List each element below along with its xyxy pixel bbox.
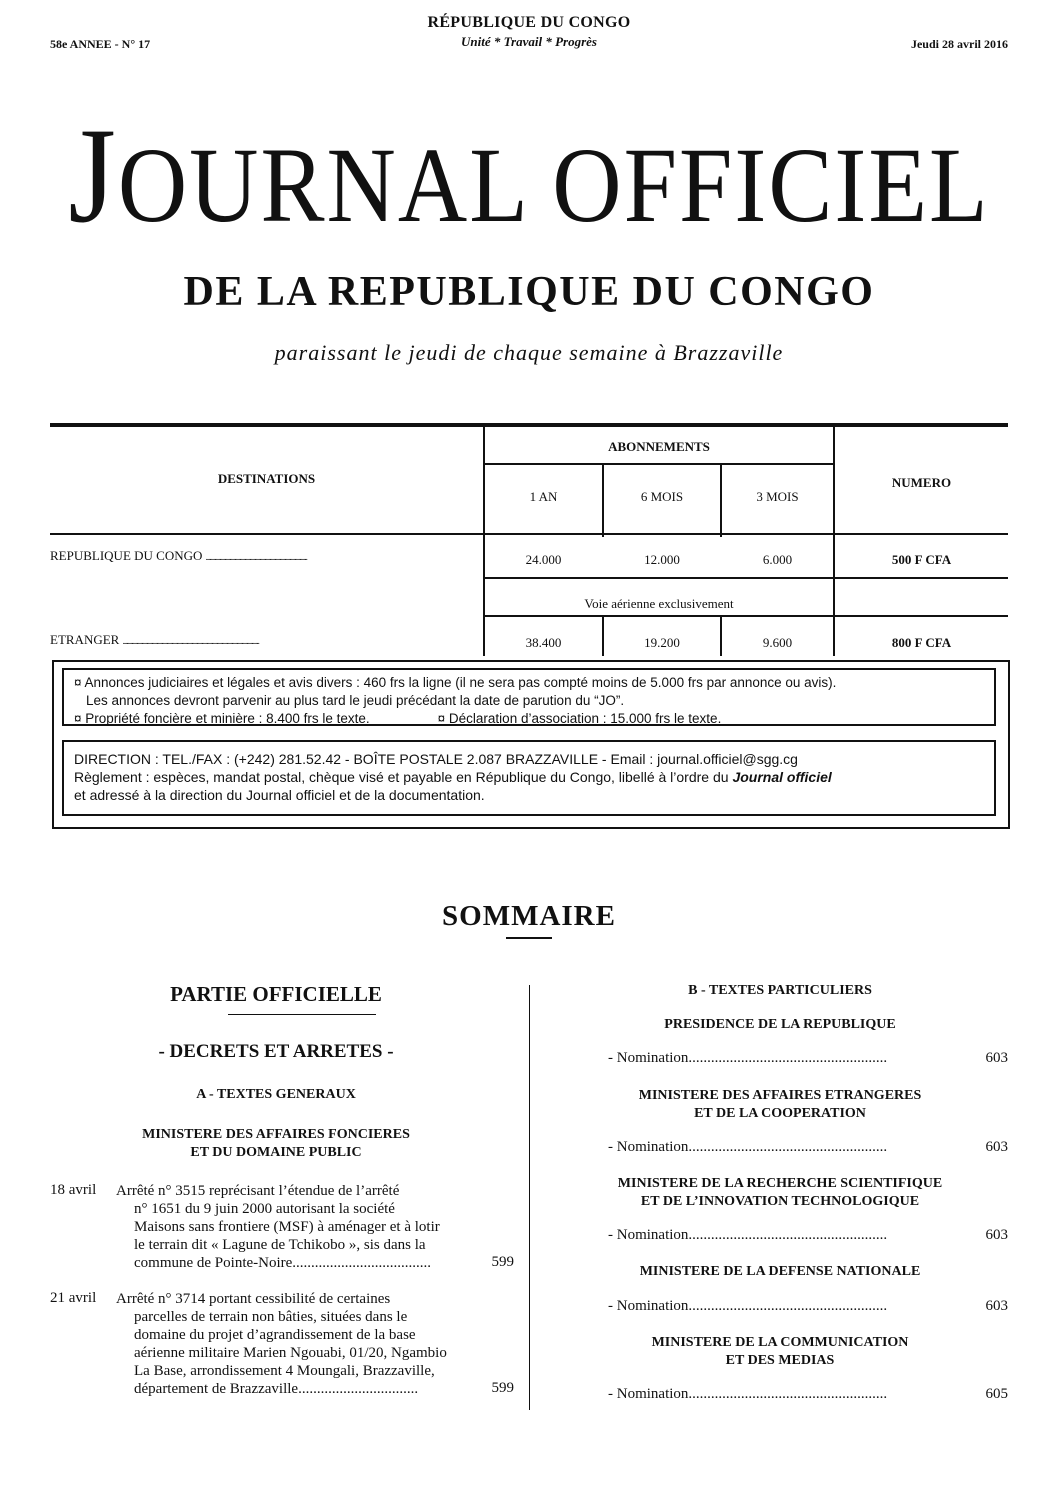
entry-page: 599 (491, 1254, 514, 1270)
section-title: MINISTERE DE LA COMMUNICATION ET DES MEDIAS (651, 1335, 909, 1368)
column-separator (529, 985, 530, 1410)
masthead-initial: J (68, 100, 118, 252)
masthead-title (0, 100, 1058, 252)
issue-number: 58e ANNEE - N° 17 (50, 37, 151, 51)
entry-page: 599 (491, 1380, 514, 1396)
section-title: PRESIDENCE DE LA REPUBLIQUE (664, 1017, 896, 1032)
row-destination: REPUBLIQUE DU CONGO ................................................................................. (50, 548, 307, 563)
section-title: MINISTERE DES AFFAIRES ETRANGERES ET DE LA COOPERATION (638, 1088, 922, 1121)
air-mail-note: Voie aérienne exclusivement (584, 596, 734, 611)
nomination-page: 603 (985, 1050, 1008, 1066)
nomination-page: 605 (985, 1386, 1008, 1402)
national-motto: Unité * Travail * Progrès (460, 34, 597, 49)
destinations-header: DESTINATIONS (217, 471, 316, 486)
masthead-tagline: paraissant le jeudi de chaque semaine à Brazzaville (274, 340, 784, 365)
nomination-page: 603 (985, 1227, 1008, 1243)
direction-box (62, 740, 996, 816)
announcements-box (62, 668, 996, 726)
direction-line: DIRECTION : TEL./FAX : (+242) 281.52.42 - BOÎTE POSTALE 2.087 BRAZZAVILLE - Email : journal.officiel@sgg.cg (74, 751, 798, 767)
nomination-page: 603 (985, 1298, 1008, 1314)
announcement-line: ¤ Annonces judiciaires et légales et avis divers : 460 frs la ligne (il ne sera pas compté moins de 5.000 frs par annonce ou avis). (74, 675, 837, 690)
entry-text: Arrêté n° 3515 reprécisant l’étendue de l’arrêté n° 1651 du 9 juin 2000 autorisant la société Maisons sans frontiere (MSF) à aménager et à lotir le terrain dit « Lagune de Tchikobo », sis dans la commune de Pointe-Noire..................................... (116, 1183, 440, 1271)
textes-generaux: A - TEXTES GENERAUX (196, 1087, 356, 1102)
row-value: 19.200 (644, 635, 680, 650)
announcement-line: Les annonces devront parvenir au plus tard le jeudi précédant la date de parution du “JO”. (86, 693, 625, 708)
masthead-rest: OURNAL OFFICIEL (117, 124, 990, 245)
nomination-item: - Nomination..................................................... (608, 1386, 888, 1402)
nomination-item: - Nomination..................................................... (608, 1298, 888, 1314)
row-value: 6.000 (762, 552, 793, 567)
decrets-arretes: - DECRETS ET ARRETES - (158, 1041, 394, 1062)
masthead-subtitle: DE LA REPUBLIQUE DU CONGO (183, 269, 875, 315)
info-box (52, 660, 1010, 829)
rates-table (50, 423, 1008, 660)
row-value: 12.000 (644, 552, 680, 567)
section-title: MINISTERE DE LA DEFENSE NATIONALE (639, 1264, 921, 1279)
col-1an: 1 AN (529, 489, 558, 504)
nomination-item: - Nomination..................................................... (608, 1139, 888, 1155)
entry-text: Arrêté n° 3714 portant cessibilité de certaines parcelles de terrain non bâties, situées dans le domaine du projet d’agrandissement de la base aérienne militaire Marien Ngouabi, 01/20, Ngambio La Base, arrondissement 4 Moungali, Brazzaville, département de Brazzaville................................ (116, 1291, 447, 1397)
ministry-foncieres: MINISTERE DES AFFAIRES FONCIERES ET DU DOMAINE PUBLIC (142, 1127, 410, 1160)
nomination-item: - Nomination..................................................... (608, 1050, 888, 1066)
nomination-item: - Nomination..................................................... (608, 1227, 888, 1243)
row-value: 9.600 (762, 635, 793, 650)
sommaire-title: SOMMAIRE (442, 900, 616, 932)
row-numero: 800 F CFA (891, 635, 952, 650)
direction-line: Règlement : espèces, mandat postal, chèque visé et payable en République du Congo, libellé à l’ordre du Journal officiel (74, 769, 832, 785)
issue-date: Jeudi 28 avril 2016 (910, 37, 1008, 51)
nomination-page: 603 (985, 1139, 1008, 1155)
partie-officielle: PARTIE OFFICIELLE (170, 982, 382, 1006)
row-value: 24.000 (525, 552, 562, 567)
header-center (0, 14, 1058, 50)
entry-date: 18 avril (50, 1182, 97, 1198)
row-destination: ETRANGER ............................................................................................................. (50, 632, 259, 647)
numero-header: NUMERO (891, 475, 952, 490)
col-6mois: 6 MOIS (640, 489, 684, 504)
entry-date: 21 avril (50, 1290, 97, 1306)
section-title: MINISTERE DE LA RECHERCHE SCIENTIFIQUE ET DE L’INNOVATION TECHNOLOGIQUE (617, 1176, 943, 1209)
abonnements-header: ABONNEMENTS (608, 439, 710, 454)
col-3mois: 3 MOIS (756, 489, 799, 504)
country-name: RÉPUBLIQUE DU CONGO (427, 14, 631, 31)
row-numero: 500 F CFA (891, 552, 952, 567)
direction-line: et adressé à la direction du Journal officiel et de la documentation. (74, 787, 485, 803)
announcement-line: ¤ Propriété foncière et minière : 8.400 frs le texte. ¤ Déclaration d’association : 15.000 frs le texte. (74, 711, 722, 726)
row-value: 38.400 (525, 635, 562, 650)
textes-particuliers: B - TEXTES PARTICULIERS (688, 983, 872, 998)
